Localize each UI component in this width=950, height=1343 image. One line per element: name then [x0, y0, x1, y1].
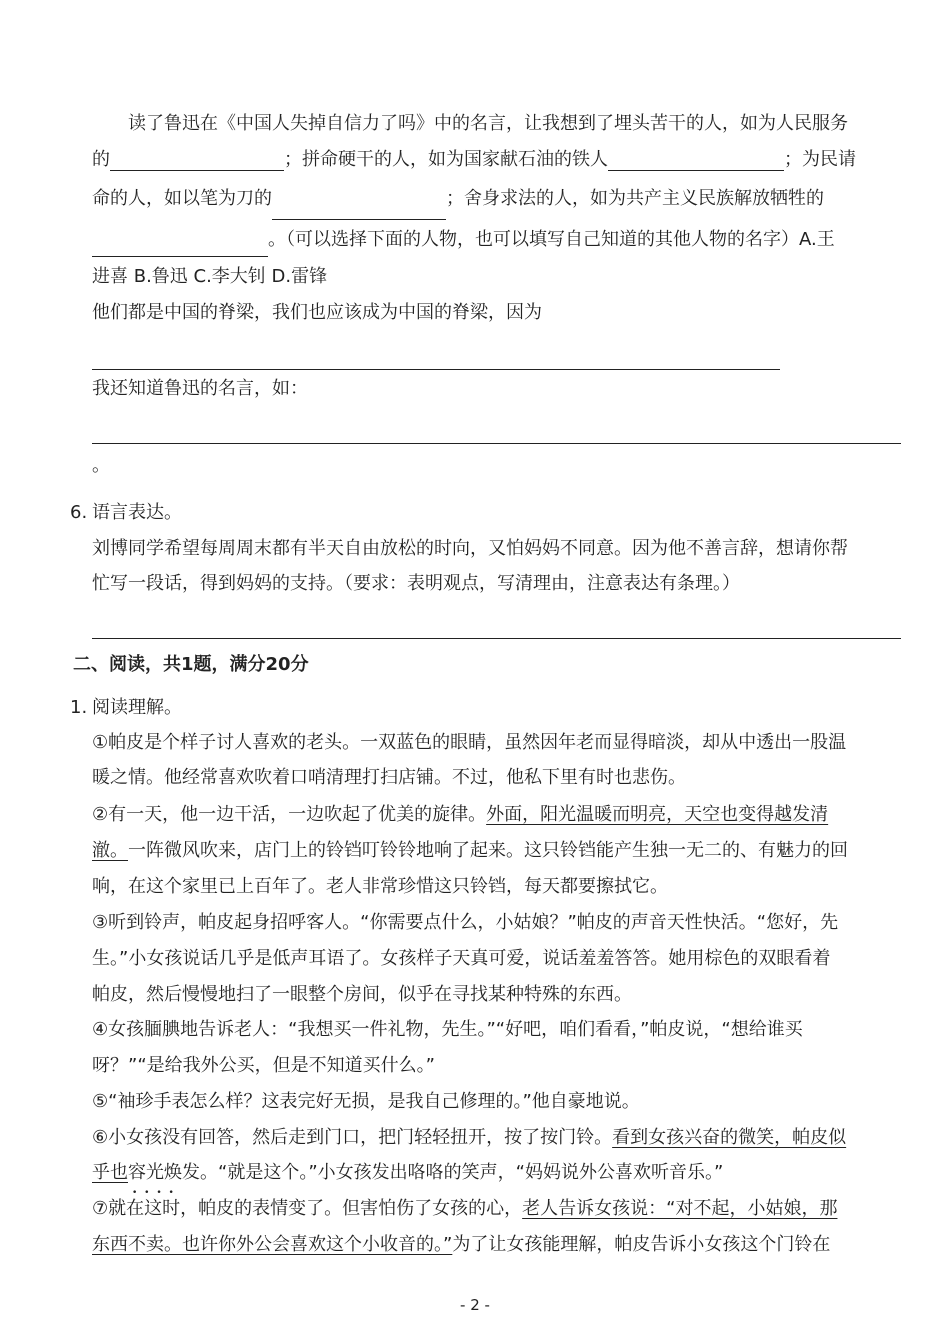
q5-line-3b: ；舍身求法的人，如为共产主义民族解放牺牲的 [446, 188, 824, 209]
section-2-heading: 二、阅读，共1题，满分20分 [73, 654, 309, 675]
answer-blank-4[interactable] [92, 228, 268, 257]
para-6-line-2 [92, 1160, 723, 1186]
page-number: - 2 - [460, 1296, 490, 1314]
answer-line-quote[interactable] [92, 443, 901, 444]
answer-blank-3[interactable] [272, 189, 446, 220]
q5-line-1: 读了鲁迅在《中国人失掉自信力了吗》中的名言，让我想到了埋头苦干的人，如为人民服务 [128, 113, 848, 134]
para-2-line-1 [92, 802, 828, 828]
underlined-sentence-2-end: 乎也 [92, 1162, 128, 1183]
para-3-line-3: 帕皮，然后慢慢地扫了一眼整个房间，似乎在寻找某种特殊的东西。 [92, 984, 632, 1005]
para-1-line-2: 暖之情。他经常喜欢吹着口哨清理打扫店铺。不过，他私下里有时也悲伤。 [92, 767, 686, 788]
underlined-sentence-1-end: 澈。 [92, 840, 128, 861]
para-1-line-1: ①帕皮是个样子讨人喜欢的老头。一双蓝色的眼睛，虽然因年老而显得暗淡，却从中透出一股温 [92, 732, 847, 753]
para-2-line-2 [92, 838, 848, 864]
para-5: ⑤“袖珍手表怎么样？这表完好无损，是我自己修理的。”他自豪地说。 [92, 1091, 640, 1112]
underlined-sentence-3: 老人告诉女孩说：“对不起，小姑娘，那 [522, 1198, 838, 1219]
para-3-line-1: ③听到铃声，帕皮起身招呼客人。“你需要点什么，小姑娘？”帕皮的声音天性快活。“您好，先 [92, 912, 839, 933]
q6-line-1: 刘博同学希望每周周末都有半天自由放松的时向，又怕妈妈不同意。因为他不善言辞，想请你帮 [92, 538, 848, 559]
para-6-text: ⑥小女孩没有回答，然后走到门口，把门轻轻扭开，按了按门铃。 [92, 1127, 613, 1148]
q5-line-2c: ；为民请 [784, 149, 856, 170]
para-2-line-3: 响，在这个家里已上百年了。老人非常珍惜这只铃铛，每天都要擦拭它。 [92, 876, 668, 897]
q5-line-2b: ；拼命硬干的人，如为国家献石油的铁人 [284, 149, 608, 170]
para-6-line-1 [92, 1125, 846, 1151]
para-7-line-1 [92, 1196, 837, 1222]
answer-blank-1[interactable] [110, 150, 284, 171]
dotted-emphasis-word: 容光焕发 • • [128, 1162, 200, 1183]
para-6-text-2: 。“就是这个。”小女孩发出咯咯的笑声，“妈妈说外公喜欢听音乐。” [200, 1162, 724, 1183]
para-7-line-2 [92, 1232, 830, 1258]
q6-title: 语言表达。 [92, 502, 182, 523]
reading-title: 阅读理解。 [92, 697, 182, 718]
para-7-text-2: 为了让女孩能理解，帕皮告诉小女孩这个门铃在 [452, 1234, 831, 1255]
answer-line-q6[interactable] [92, 638, 901, 639]
q6-line-2: 忙写一段话，得到妈妈的支持。（要求：表明观点，写清理由，注意表达有条理。） [92, 573, 740, 594]
answer-blank-2[interactable] [608, 150, 784, 171]
underlined-sentence-1: 外面，阳光温暖而明亮，天空也变得越发清 [486, 804, 829, 825]
underlined-sentence-2: 看到女孩兴奋的微笑，帕皮似 [612, 1127, 847, 1148]
para-7-text: ⑦就在这时，帕皮的表情变了。但害怕伤了女孩的心， [92, 1198, 523, 1219]
para-4-line-1: ④女孩腼腆地告诉老人：“我想买一件礼物，先生。”“好吧，咱们看看，”帕皮说，“想给谁买 [92, 1019, 803, 1040]
reading-number: 1. [70, 697, 88, 718]
answer-line-reason[interactable] [92, 369, 780, 370]
q5-line-4 [92, 227, 835, 257]
q5-line-3 [92, 186, 824, 220]
q5-line-2 [92, 147, 856, 173]
para-4-line-2: 呀？”“是给我外公买，但是不知道买什么。” [92, 1055, 435, 1076]
para-2-text: ②有一天，他一边干活，一边吹起了优美的旋律。 [92, 804, 487, 825]
q6-number: 6. [70, 502, 88, 523]
q5-options: 进喜 B.鲁迅 C.李大钊 D.雷锋 [92, 266, 328, 287]
q5-line-2a: 的 [92, 149, 110, 170]
q5-line-3a: 命的人，如以笔为刀的 [92, 188, 272, 209]
underlined-sentence-3-end: 东西不卖。也许你外公会喜欢这个小收音的。” [92, 1234, 453, 1255]
q5-line-7: 我还知道鲁迅的名言，如： [92, 378, 308, 399]
q5-line-4-text: 。（可以选择下面的人物，也可以填写自己知道的其他人物的名字）A.王 [268, 229, 835, 250]
q5-line-8: 。 [92, 455, 110, 476]
q5-line-6: 他们都是中国的脊梁，我们也应该成为中国的脊梁，因为 [92, 302, 542, 323]
para-2-text-2: 一阵微风吹来，店门上的铃铛叮铃铃地响了起来。这只铃铛能产生独一无二的、有魅力的回 [128, 840, 848, 861]
para-3-line-2: 生。”小女孩说话几乎是低声耳语了。女孩样子天真可爱，说话羞羞答答。她用棕色的双眼看着 [92, 948, 831, 969]
